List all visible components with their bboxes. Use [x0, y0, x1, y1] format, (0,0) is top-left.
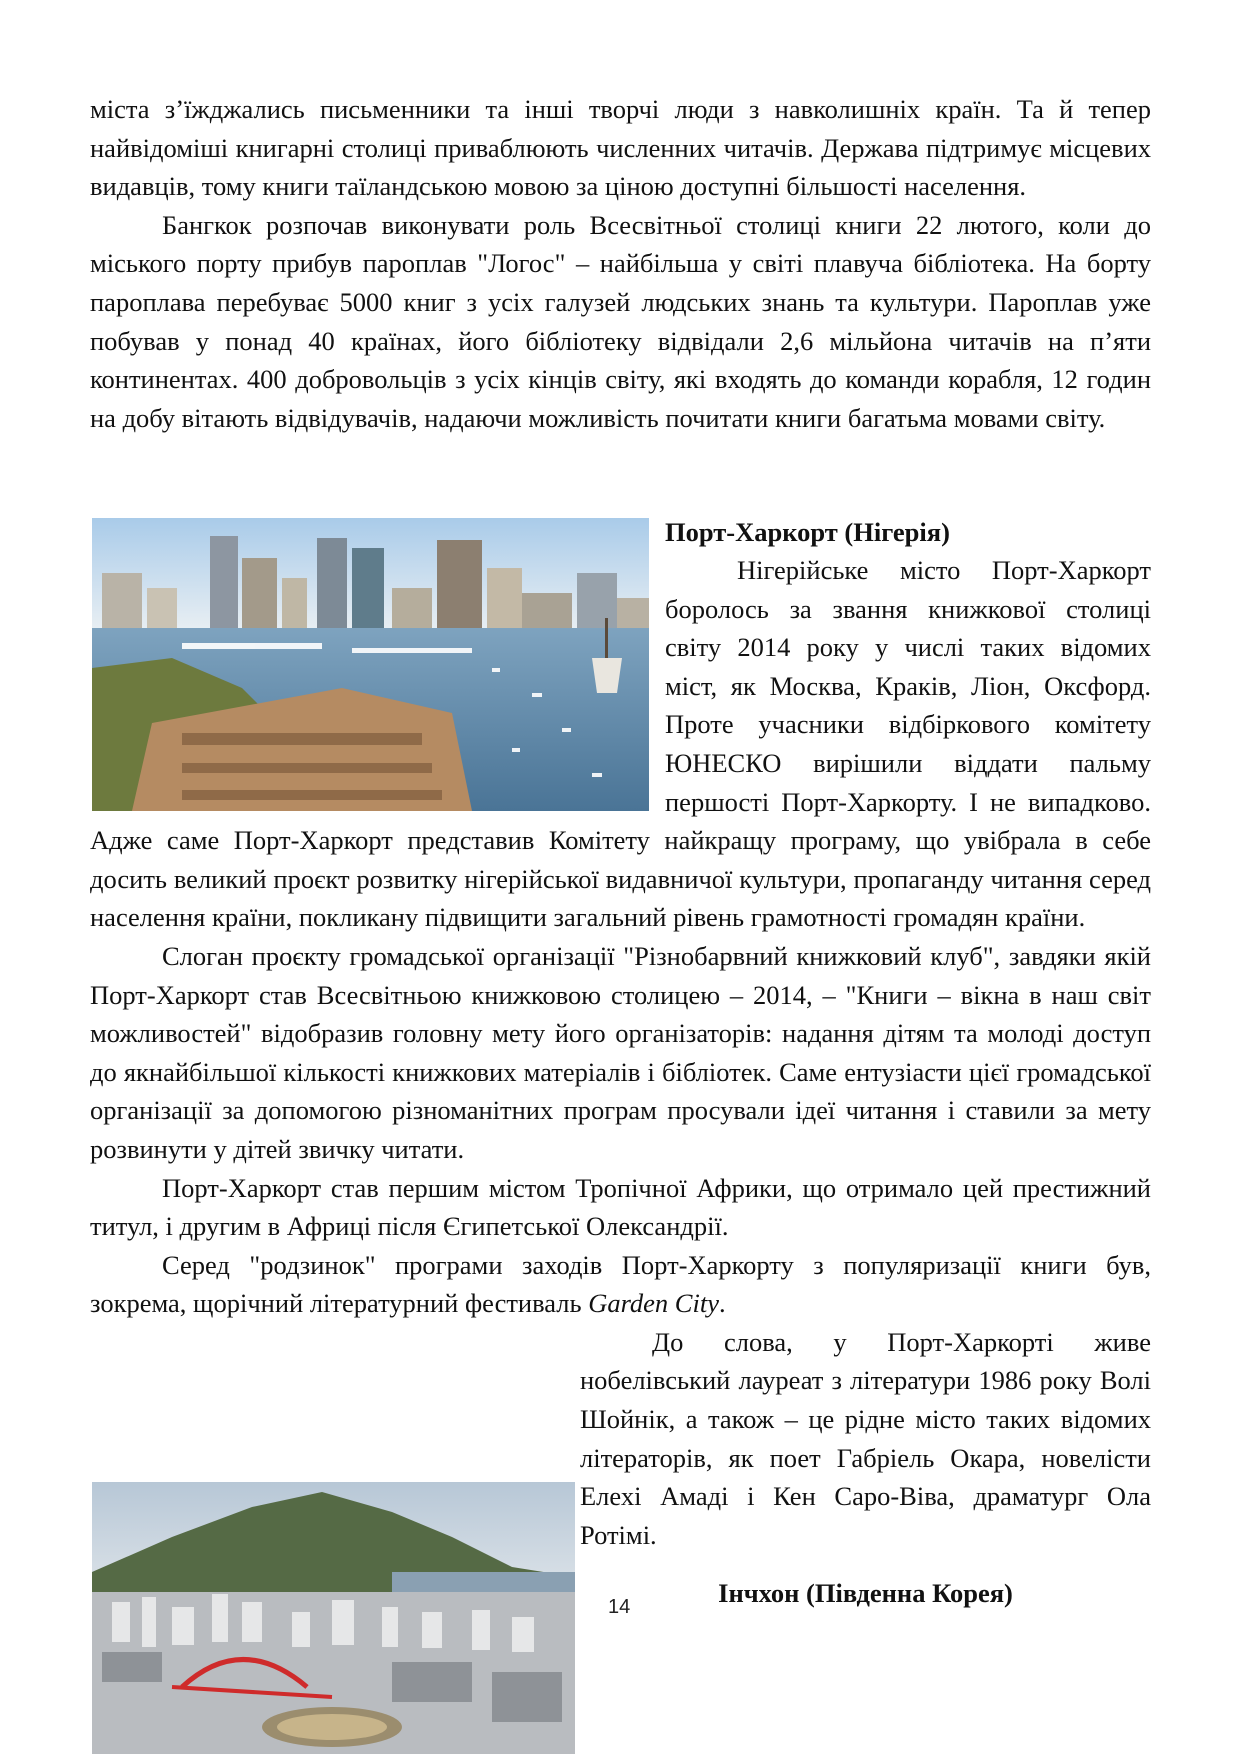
paragraph-nobel: До слова, у Порт-Харкорті живе нобелівський лауреат з літератури 1986 року Волі Шойнік, а також – це рідне місто таких відомих літераторів, як поет Габріель Окара, новелісти Елехі Амаді і Кен Саро-Віва, драматург Ола Ротімі.	[580, 1326, 1151, 1550]
heading-incheon: Інчхон (Південна Корея)	[718, 1578, 1013, 1609]
port-harcourt-section-top	[665, 513, 1151, 552]
festival-end: .	[718, 1288, 726, 1319]
page-number: 14	[608, 1596, 631, 1618]
paragraph-festival	[90, 1246, 1151, 1323]
festival-name: Garden City	[588, 1288, 719, 1319]
coastal-city-photo	[92, 1482, 575, 1754]
paragraph-bangkok: Бангкок розпочав виконувати роль Всесвітньої столиці книги 22 лютого, коли до міського порту прибув пароплав "Логос" – найбільша у світі плавуча бібліотека. На борту пароплава перебуває 5000 книг з усіх галузей людських знань та культури. Пароплав уже побував у понад 40 країнах, його бібліотеку відвідали 2,6 мільйона читачів на п’яти континентах. 400 добровольців з усіх кінців світу, які входять до команди корабля, 12 годин на добу вітають відвідувачів, надаючи можливість почитати книги багатьма мовами світу.	[90, 209, 1151, 433]
paragraph-port-harcourt-intro: Нігерійське місто Порт-Харкорт боролось за звання книжкової столиці світу 2014 року у числі таких відомих міст, як Москва, Краків, Ліон, Оксфорд. Проте учасники відбіркового комітету ЮНЕСКО вирішили віддати пальму першості Порт-Харкорту. І не випадково. Адже саме Порт-Харкорт представив Комітету найкращу програму, що увібрала в себе досить великий проєкт розвитку нігерійської видавничої культури, пропаганду читання серед населення країни, покликану підвищити загальний рівень грамотності громадян країни.	[90, 555, 1151, 933]
festival-text: Серед "родзинок" програми заходів Порт-Харкорту з популяризації книги був, зокрема, щорічний літературний фестиваль	[90, 1249, 1151, 1319]
photo-float-spacer	[90, 551, 665, 821]
intro-block	[90, 90, 1151, 437]
paragraph-slogan: Слоган проєкту громадської організації "Різнобарвний книжковий клуб", завдяки якій Порт-Харкорт став Всесвітньою книжковою столицею – 2014, – "Книги – вікна в наш світ можливостей" відобразив головну мету його організаторів: надання дітям та молоді доступ до якнайбільшої кількості книжкових матеріалів і бібліотек. Саме ентузіасти цієї громадської організації за допомогою різноманітних програм просували ідеї читання і ставили за мету розвинути у дітей звичку читати.	[90, 940, 1151, 1164]
paragraph-continuation: міста з’їжджались письменники та інші творчі люди з навколишніх країн. Та й тепер найвідоміші книгарні столиці приваблюють численних читачів. Держава підтримує місцевих видавців, тому книги таїландською мовою за ціною доступні більшості населення.	[90, 94, 1151, 202]
heading-port-harcourt: Порт-Харкорт (Нігерія)	[665, 517, 950, 547]
coastal-city-illustration	[92, 1482, 575, 1754]
paragraph-first-tropical: Порт-Харкорт став першим містом Тропічної Африки, що отримало цей престижний титул, і другим в Африці після Єгипетської Олександрії.	[90, 1172, 1151, 1242]
